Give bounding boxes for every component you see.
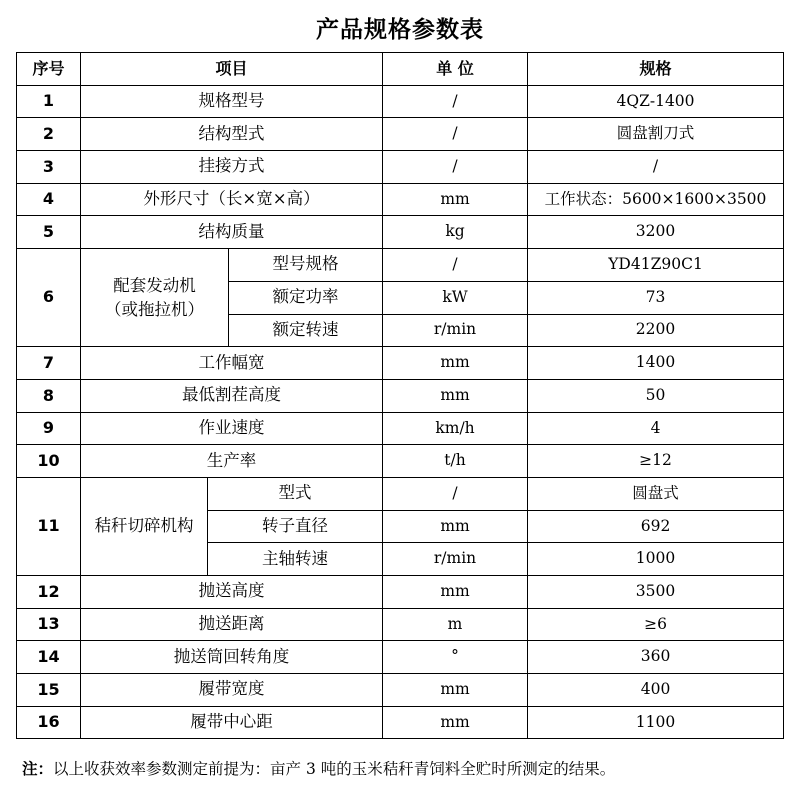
row-spec: 50 [528, 379, 784, 412]
row-no: 13 [17, 608, 81, 641]
footnote-label: 注： [22, 760, 54, 778]
row-no: 4 [17, 183, 81, 216]
row-no: 11 [17, 477, 81, 575]
row-item: 抛送筒回转角度 [81, 641, 383, 674]
group-label-line2: （或拖拉机） [105, 299, 204, 319]
table-row [17, 674, 784, 707]
row-spec: 圆盘式 [528, 477, 784, 510]
row-unit: mm [383, 576, 528, 609]
row-spec: 圆盘割刀式 [528, 118, 784, 151]
row-unit: km/h [383, 412, 528, 445]
row-sub-item: 额定转速 [229, 314, 383, 347]
row-spec: 4 [528, 412, 784, 445]
table-row [17, 576, 784, 609]
row-item: 生产率 [81, 445, 383, 478]
row-sub-item: 型号规格 [229, 249, 383, 282]
row-sub-item: 主轴转速 [208, 543, 383, 576]
row-no: 12 [17, 576, 81, 609]
row-unit: ° [383, 641, 528, 674]
row-item: 履带中心距 [81, 706, 383, 739]
header-no: 序号 [17, 53, 81, 86]
row-unit: / [383, 85, 528, 118]
row-spec: 1400 [528, 347, 784, 380]
table-row [17, 477, 784, 510]
row-item: 抛送高度 [81, 576, 383, 609]
page-title: 产品规格参数表 [316, 17, 484, 43]
row-spec: 360 [528, 641, 784, 674]
row-unit: t/h [383, 445, 528, 478]
row-unit: / [383, 118, 528, 151]
row-spec: YD41Z90C1 [528, 249, 784, 282]
row-no: 7 [17, 347, 81, 380]
table-row [17, 151, 784, 184]
row-sub-item: 转子直径 [208, 510, 383, 543]
row-item: 结构质量 [81, 216, 383, 249]
row-unit: mm [383, 510, 528, 543]
row-item: 作业速度 [81, 412, 383, 445]
row-spec: 1100 [528, 706, 784, 739]
row-unit: mm [383, 706, 528, 739]
row-spec: 2200 [528, 314, 784, 347]
row-no: 6 [17, 249, 81, 347]
row-spec: 3500 [528, 576, 784, 609]
row-group-label [81, 249, 229, 347]
row-spec: ≥12 [528, 445, 784, 478]
row-spec: 692 [528, 510, 784, 543]
row-no: 10 [17, 445, 81, 478]
table-row [17, 412, 784, 445]
row-no: 8 [17, 379, 81, 412]
row-spec: 1000 [528, 543, 784, 576]
table-row [17, 85, 784, 118]
table-row [17, 641, 784, 674]
row-item: 履带宽度 [81, 674, 383, 707]
header-item: 项目 [81, 53, 383, 86]
row-spec: 3200 [528, 216, 784, 249]
table-row [17, 706, 784, 739]
row-unit: kg [383, 216, 528, 249]
row-item: 最低割茬高度 [81, 379, 383, 412]
row-spec: 73 [528, 281, 784, 314]
table-row [17, 445, 784, 478]
row-spec: 工作状态：5600×1600×3500 [528, 183, 784, 216]
row-unit: / [383, 249, 528, 282]
row-item: 结构型式 [81, 118, 383, 151]
table-header-row [17, 53, 784, 86]
table-row [17, 347, 784, 380]
row-no: 14 [17, 641, 81, 674]
header-unit: 单 位 [383, 53, 528, 86]
row-no: 16 [17, 706, 81, 739]
table-row [17, 608, 784, 641]
row-spec: ≥6 [528, 608, 784, 641]
table-row [17, 216, 784, 249]
footnote [22, 757, 792, 779]
row-item: 外形尺寸（长×宽×高） [81, 183, 383, 216]
row-spec: / [528, 151, 784, 184]
row-no: 9 [17, 412, 81, 445]
row-group-label: 秸秆切碎机构 [81, 477, 208, 575]
header-spec: 规格 [528, 53, 784, 86]
row-no: 5 [17, 216, 81, 249]
row-item: 抛送距离 [81, 608, 383, 641]
row-unit: m [383, 608, 528, 641]
row-unit: mm [383, 674, 528, 707]
row-unit: r/min [383, 314, 528, 347]
row-unit: / [383, 151, 528, 184]
row-no: 3 [17, 151, 81, 184]
row-unit: kW [383, 281, 528, 314]
row-item: 工作幅宽 [81, 347, 383, 380]
row-no: 1 [17, 85, 81, 118]
row-spec: 400 [528, 674, 784, 707]
row-unit: mm [383, 183, 528, 216]
row-item: 规格型号 [81, 85, 383, 118]
footnote-text: 以上收获效率参数测定前提为：亩产 3 吨的玉米秸秆青饲料全贮时所测定的结果。 [53, 760, 616, 778]
table-row [17, 118, 784, 151]
row-no: 15 [17, 674, 81, 707]
table-row [17, 379, 784, 412]
row-no: 2 [17, 118, 81, 151]
row-sub-item: 额定功率 [229, 281, 383, 314]
row-spec: 4QZ-1400 [528, 85, 784, 118]
row-item: 挂接方式 [81, 151, 383, 184]
row-sub-item: 型式 [208, 477, 383, 510]
row-unit: r/min [383, 543, 528, 576]
table-row [17, 183, 784, 216]
table-row [17, 249, 784, 282]
row-unit: mm [383, 347, 528, 380]
row-unit: mm [383, 379, 528, 412]
group-label-line1: 配套发动机 [113, 275, 196, 295]
row-unit: / [383, 477, 528, 510]
spec-table [16, 52, 784, 739]
